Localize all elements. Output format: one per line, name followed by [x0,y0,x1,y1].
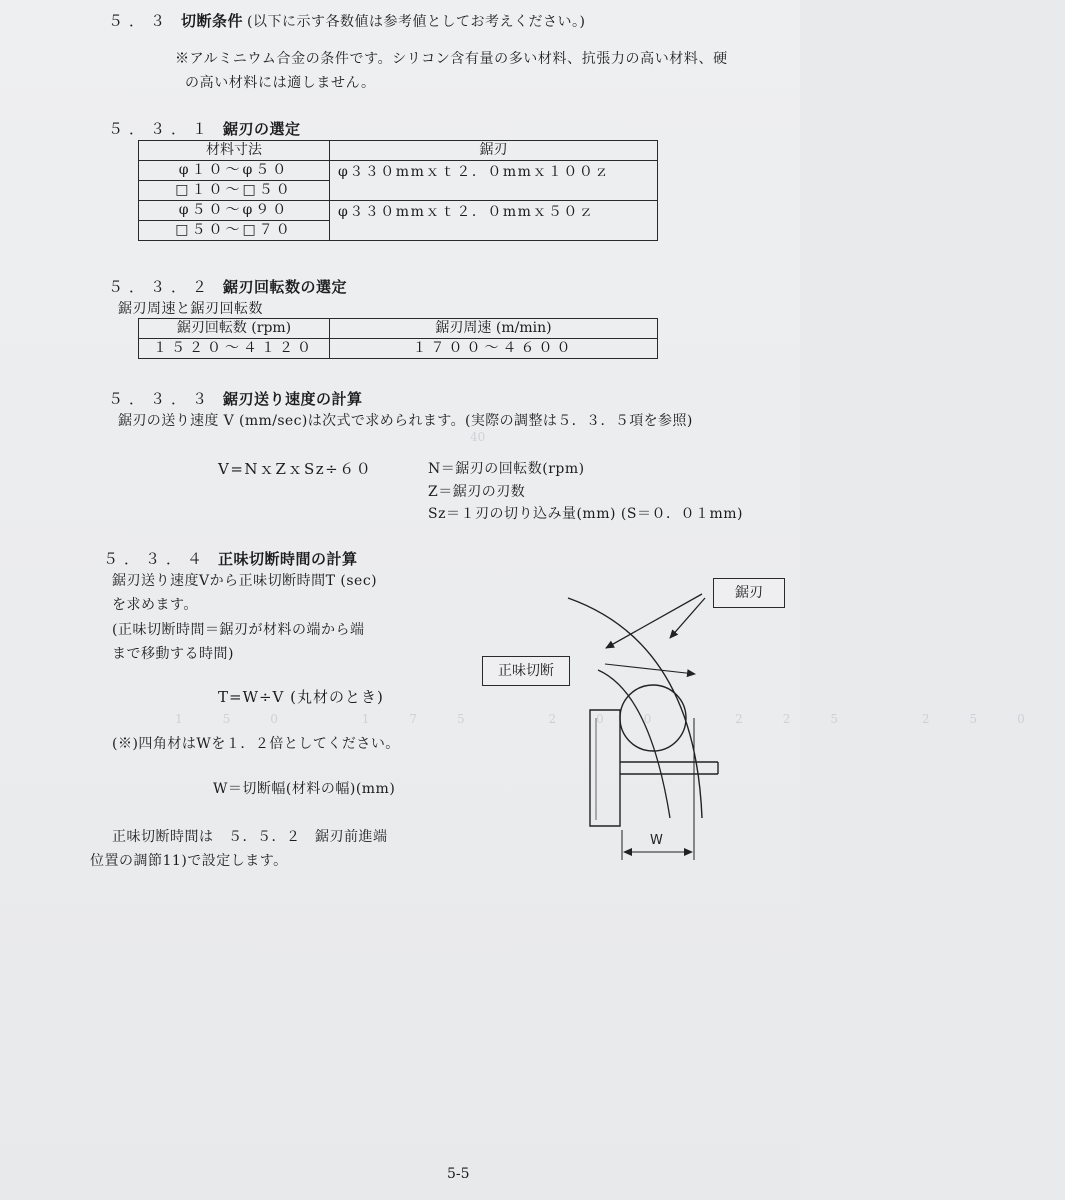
closing-text-line-1: 正味切断時間は ５．５．２ 鋸刃前進端 [112,829,388,845]
blade-spec-cell: φ３３０mmｘｔ２．０mmｘ１００ｚ [330,161,658,201]
square-material-note: (※)四角材はWを１．２倍としてください。 [112,736,400,752]
rpm-value-cell: １５２０～４１２０ [139,339,330,359]
material-size-cell: φ１０～φ５０ [139,161,330,181]
show-through-text: 150 175 200 225 250 [175,712,1065,726]
net-cut-leader [605,664,695,674]
table-header-row [139,141,658,161]
table-row [139,161,658,181]
cut-time-formula: T=W÷V (丸材のとき) [218,688,384,706]
formula-definition: N＝鋸刃の回転数(rpm) [428,461,585,477]
blade-label-box: 鋸刃 [713,578,785,608]
rpm-table [138,318,658,359]
section-title: 切断条件 [181,12,244,30]
round-workpiece [620,685,686,751]
speed-value-cell: １７００～４６００ [330,339,658,359]
net-cut-label-box: 正味切断 [482,656,570,686]
cut-time-text-line: まで移動する時間) [112,646,234,662]
header-peripheral-speed: 鋸刃周速 (m/min) [330,319,658,339]
section-number: ５．３．３ [108,390,214,408]
width-dimension-label: W [650,833,663,848]
header-material-size: 材料寸法 [139,141,330,161]
cut-time-text-line: を求めます。 [112,597,198,613]
formula-definition: Z＝鋸刃の刃数 [428,484,526,500]
section-title: 正味切断時間の計算 [218,550,358,568]
blade-selection-table [138,140,658,241]
blade-spec-cell: φ３３０mmｘｔ２．０mmｘ５０ｚ [330,201,658,241]
cut-time-text-line: (正味切断時間＝鋸刃が材料の端から端 [112,622,365,638]
section-5-3-2-heading [108,276,347,297]
section-number: ５．３．１ [108,120,214,138]
section-number: ５．３．４ [103,550,209,568]
table-row [139,339,658,359]
vise-jaw [590,710,620,826]
rpm-table-subtitle: 鋸刃周速と鋸刃回転数 [118,301,263,317]
show-through-text: 40 [470,430,486,444]
cut-time-text-line: 鋸刃送り速度Vから正味切断時間T (sec) [112,573,378,589]
table-header-row [139,319,658,339]
saw-blade-arc-inner [598,670,670,818]
closing-text-line-2: 位置の調節11)で設定します。 [90,853,288,869]
section-5-3-3-heading [108,388,363,409]
section-note: (以下に示す各数値は参考値としてお考えください。) [247,14,586,30]
section-number: ５．３．２ [108,278,214,296]
blade-leader-arrow [670,598,705,638]
cut-width-definition: W＝切断幅(材料の幅)(mm) [213,781,396,797]
section-5-3-4-heading [103,548,358,569]
page-number: 5-5 [447,1166,470,1182]
material-size-cell: □５０～□７０ [139,221,330,241]
section-5-3-heading [108,10,585,31]
caution-line-2: の高い材料には適しません。 [185,75,376,91]
formula-definition: Sz＝１刃の切り込み量(mm) (S＝０．０１mm) [428,506,743,522]
section-title: 鋸刃送り速度の計算 [223,390,363,408]
header-rpm: 鋸刃回転数 (rpm) [139,319,330,339]
section-number: ５．３ [108,12,172,30]
material-size-cell: φ５０～φ９０ [139,201,330,221]
section-5-3-1-heading [108,118,301,139]
cutting-diagram [480,568,800,868]
section-title: 鋸刃回転数の選定 [223,278,348,296]
blade-leader-arrow [606,594,702,648]
feed-rate-formula: V=NｘZｘSz÷６０ [218,460,373,478]
material-size-cell: □１０～□５０ [139,181,330,201]
section-title: 鋸刃の選定 [223,120,301,138]
header-blade: 鋸刃 [330,141,658,161]
table-row [139,201,658,221]
feed-rate-description: 鋸刃の送り速度 V (mm/sec)は次式で求められます。(実際の調整は５．３．５項を参照) [118,413,693,429]
caution-line-1: ※アルミニウム合金の条件です。シリコン含有量の多い材料、抗張力の高い材料、硬 [175,51,728,67]
